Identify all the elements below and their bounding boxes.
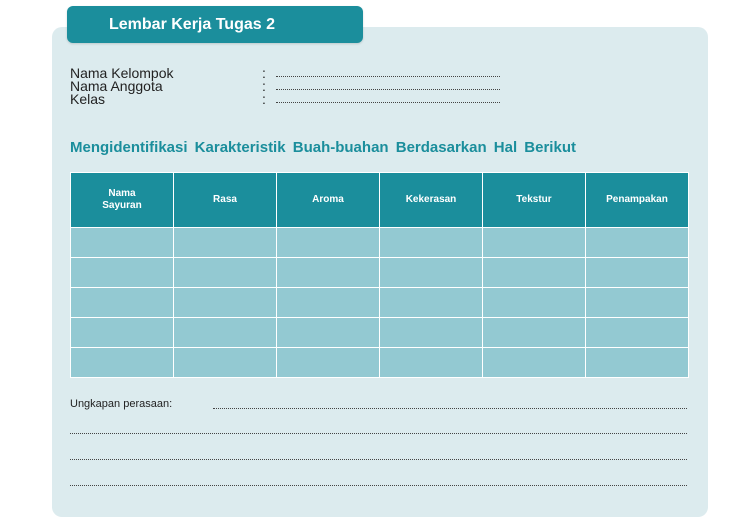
members-label: Nama Anggota (70, 78, 163, 94)
class-fill-line[interactable] (276, 102, 500, 103)
table-cell[interactable] (71, 348, 174, 378)
col-header-appearance: Penampakan (586, 173, 689, 228)
members-colon: : (262, 78, 266, 94)
group-name-colon: : (262, 65, 266, 81)
table-row (71, 318, 689, 348)
class-label: Kelas (70, 91, 106, 107)
members-fill-line[interactable] (276, 89, 500, 90)
table-cell[interactable] (174, 318, 277, 348)
characteristics-table (70, 172, 689, 378)
table-cell[interactable] (483, 258, 586, 288)
table-row (71, 288, 689, 318)
group-name-fill-line[interactable] (276, 76, 500, 77)
feelings-fill-line[interactable] (213, 408, 687, 409)
section-heading: Mengidentifikasi Karakteristik Buah-buahan Berdasarkan Hal Berikut (70, 139, 576, 156)
table-cell[interactable] (380, 318, 483, 348)
col-header-hardness: Kekerasan (380, 173, 483, 228)
table-cell[interactable] (586, 318, 689, 348)
feelings-fill-line-4[interactable] (70, 485, 687, 486)
table-cell[interactable] (380, 348, 483, 378)
table-cell[interactable] (483, 288, 586, 318)
class-colon: : (262, 91, 266, 107)
table-row (71, 228, 689, 258)
table-row (71, 258, 689, 288)
table-cell[interactable] (586, 228, 689, 258)
table-cell[interactable] (277, 228, 380, 258)
col-header-name: Nama Sayuran (71, 173, 174, 228)
table-cell[interactable] (586, 258, 689, 288)
table-cell[interactable] (380, 228, 483, 258)
table-row (71, 348, 689, 378)
table-cell[interactable] (174, 258, 277, 288)
table-cell[interactable] (380, 288, 483, 318)
group-name-label: Nama Kelompok (70, 65, 174, 81)
table-cell[interactable] (277, 258, 380, 288)
table-cell[interactable] (71, 288, 174, 318)
table-cell[interactable] (277, 318, 380, 348)
feelings-label: Ungkapan perasaan: (70, 398, 173, 410)
table-cell[interactable] (483, 348, 586, 378)
table-cell[interactable] (174, 288, 277, 318)
table-cell[interactable] (483, 318, 586, 348)
table-cell[interactable] (174, 228, 277, 258)
col-header-taste: Rasa (174, 173, 277, 228)
table-cell[interactable] (174, 348, 277, 378)
table-cell[interactable] (380, 258, 483, 288)
table-cell[interactable] (277, 288, 380, 318)
feelings-fill-line-3[interactable] (70, 459, 687, 460)
table-cell[interactable] (586, 288, 689, 318)
table-cell[interactable] (483, 228, 586, 258)
table-cell[interactable] (71, 318, 174, 348)
col-header-aroma: Aroma (277, 173, 380, 228)
table-cell[interactable] (71, 258, 174, 288)
table-cell[interactable] (277, 348, 380, 378)
feelings-fill-line-2[interactable] (70, 433, 687, 434)
col-header-texture: Tekstur (483, 173, 586, 228)
table-header-row (71, 173, 689, 228)
table-cell[interactable] (71, 228, 174, 258)
table-cell[interactable] (586, 348, 689, 378)
worksheet-title: Lembar Kerja Tugas 2 (67, 6, 363, 43)
